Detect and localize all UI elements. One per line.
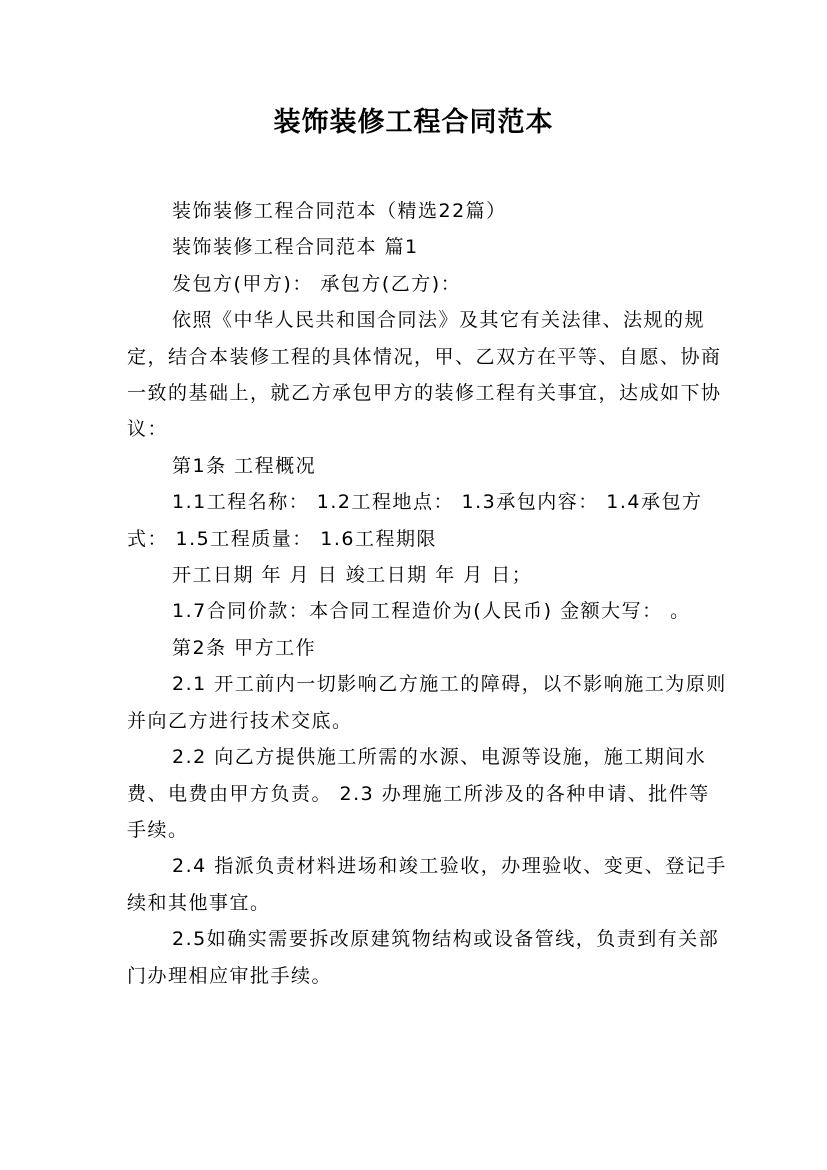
paragraph-parties: 发包方(甲方)： 承包方(乙方)： (172, 272, 462, 295)
paragraph-clause-2-heading: 第2条 甲方工作 (172, 636, 317, 659)
paragraph-clause-1-items: 1.1工程名称： 1.2工程地点： 1.3承包内容： 1.4承包方式： 1.5工程质量： 1.6工程期限 (127, 491, 703, 550)
paragraph-article-heading: 装饰装修工程合同范本 篇1 (172, 236, 419, 259)
paragraph-clause-2-4: 2.4 指派负责材料进场和竣工验收，办理验收、变更、登记手续和其他事宜。 (127, 855, 727, 914)
paragraph-preamble: 依照《中华人民共和国合同法》及其它有关法律、法规的规定，结合本装修工程的具体情况，甲、乙双方在平等、自愿、协商一致的基础上，就乙方承包甲方的装修工程有关事宜，达成如下协议： (127, 309, 722, 441)
paragraph-subtitle: 装饰装修工程合同范本（精选22篇） (172, 200, 507, 222)
paragraph-contract-price: 1.7合同价款：本合同工程造价为(人民币) 金额大写： 。 (172, 600, 691, 623)
document-title: 装饰装修工程合同范本 (273, 107, 554, 138)
paragraph-clause-2-5: 2.5如确实需要拆改原建筑物结构或设备管线，负责到有关部门办理相应审批手续。 (127, 928, 720, 987)
paragraph-clause-2-2: 2.2 向乙方提供施工所需的水源、电源等设施，施工期间水费、电费由甲方负责。 2.3 办理施工所涉及的各种申请、批件等手续。 (127, 746, 710, 841)
document-body (127, 193, 727, 994)
paragraph-clause-1-heading: 第1条 工程概况 (172, 454, 317, 477)
paragraph-dates: 开工日期 年 月 日 竣工日期 年 月 日； (172, 564, 533, 587)
paragraph-clause-2-1: 2.1 开工前内一切影响乙方施工的障碍，以不影响施工为原则并向乙方进行技术交底。 (127, 673, 727, 732)
